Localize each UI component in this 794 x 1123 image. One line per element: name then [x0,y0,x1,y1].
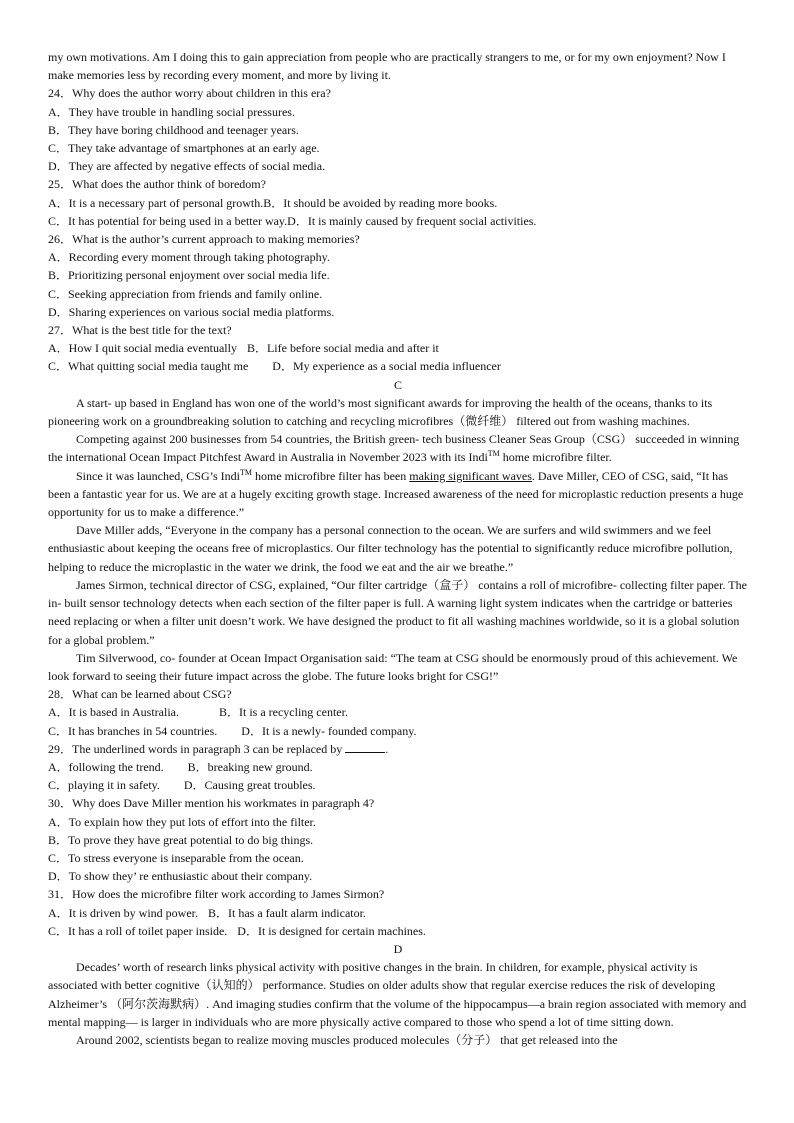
option-b: B．It has a fault alarm indicator. [207,905,366,920]
option-b: B．It should be avoided by reading more books. [263,195,498,210]
question-stem: 31．How does the microfibre filter work according to James Sirmon? [48,887,385,902]
option-c: C．playing it in safety. [48,778,160,793]
option-b: B．It is a recycling center. [218,705,348,720]
option-c: C．To stress everyone is inseparable from the ocean. [48,850,304,865]
intro-tail-paragraph: my own motivations. Am I doing this to gain appreciation from people who are practically strangers to me, or for my own enjoyment? Now I make memories less by recording every moment, and more by living it. [48,50,726,83]
option-d: D．Sharing experiences on various social media platforms. [48,304,335,319]
option-a: A．They have trouble in handling social pressures. [48,104,295,119]
passage-c-paragraph-6: Tim Silverwood, co- founder at Ocean Impact Organisation said: “The team at CSG should be enormously proud of this achievement. We look forward to seeing their future impact across the globe. The future looks bright for CSG!” [48,650,738,683]
passage-c-paragraph-5: James Sirmon, technical director of CSG, explained, “Our filter cartridge（盒子） contains a roll of microfibre- collecting filter paper. The in- built sensor technology detects when each section of the filter paper is full. A warning light system indicates when the cartridge or batteries need replacing or when a filter unit doesn’t work. We have designed the product to fit all washing machines worldwide, so it is a global solution for a global problem.” [48,577,747,647]
option-b: B．Life before social media and after it [246,341,439,356]
option-row-cd [48,922,748,940]
option-d: D．It is designed for certain machines. [237,923,426,938]
question-27 [48,321,748,376]
option-c: C．What quitting social media taught me [48,359,249,374]
passage-d-paragraph-2: Around 2002, scientists began to realize moving muscles produced molecules（分子） that get released into the [76,1032,618,1047]
option-c: C．Seeking appreciation from friends and family online. [48,286,323,301]
question-stem: 29．The underlined words in paragraph 3 can be replaced by . [48,741,389,756]
option-b: B．breaking new ground. [187,759,313,774]
option-d: D．It is a newly- founded company. [241,723,417,738]
question-29 [48,740,748,795]
option-d: D．They are affected by negative effects of social media. [48,159,326,174]
question-24 [48,84,748,175]
question-stem: 25．What does the author think of boredom? [48,177,266,192]
trademark-mark: TM [487,449,500,459]
option-d: D．Causing great troubles. [183,778,316,793]
option-a: A．How I quit social media eventually [48,341,237,356]
passage-c-paragraph-4: Dave Miller adds, “Everyone in the company has a personal connection to the ocean. We are surfers and wild swimmers and we feel enthusiastic about keeping the oceans free of microplastics. Our filter technology has the potential to significantly reduce microfibre pollution, helping to reduce the microplastic in the water we drink, the food we eat and the air we breathe.” [48,523,733,574]
passage-c-paragraph-2: Competing against 200 businesses from 54 countries, the British green- tech business Cleaner Seas Group（CSG） succeeded in winning the international Ocean Impact Pitchfest Award in Australia in November 2023 with its Indi™ home microfibre filter. [48,432,740,465]
option-row-ab [48,194,748,212]
option-row-cd [48,212,748,230]
underlined-phrase: making significant waves [409,468,532,483]
question-26 [48,230,748,321]
option-a: A．following the trend. [48,759,164,774]
question-stem: 24．Why does the author worry about children in this era? [48,86,331,101]
option-row-ab [48,904,748,922]
passage-d-paragraph-1: Decades’ worth of research links physical activity with positive changes in the brain. In children, for example, physical activity is associated with better cognitive（认知的） performance. Studies on older adults show that regular exercise reduces the risk of developing Alzheimer’s （阿尔茨海默病）. And imaging studies confirm that the volume of the hippocampus—a brain region associated with memory and mental mapping— is larger in individuals who are more physically active compared to those who spend a lot of time sitting down. [48,960,747,1029]
passage-c-paragraph-3: Since it was launched, CSG’s Indi™ home microfibre filter has been making significant waves. Dave Miller, CEO of CSG, said, “It has been a fantastic year for us. We are at a hugely exciting growth stage. Increased awareness of the need for microplastic reduction presents a huge opportunity for us to make a difference.” [48,467,744,520]
option-row-cd [48,722,748,740]
question-stem: 30．Why does Dave Miller mention his workmates in paragraph 4? [48,796,375,811]
option-c: C．It has branches in 54 countries. [48,723,218,738]
passage-c-paragraph-1: A start- up based in England has won one of the world’s most significant awards for improving the health of the oceans, thanks to its pioneering work on a groundbreaking solution to catching and recycling microfibres（微纤维） filtered out from washing machines. [48,395,713,429]
option-a: A．To explain how they put lots of effort into the filter. [48,814,316,829]
option-row-ab [48,339,748,357]
option-row-cd [48,357,748,375]
option-d: D．It is mainly caused by frequent social activities. [287,213,537,228]
question-stem: 26．What is the author’s current approach to making memories? [48,232,360,247]
question-stem: 27．What is the best title for the text? [48,323,232,338]
option-row-ab [48,703,748,721]
question-25 [48,175,748,230]
option-d: D．My experience as a social media influencer [272,359,501,374]
option-row-ab [48,758,748,776]
exam-page [48,48,748,1049]
question-31 [48,885,748,940]
option-c: C．They take advantage of smartphones at an early age. [48,141,320,156]
option-c: C．It has a roll of toilet paper inside. [48,923,228,938]
option-a: A．It is based in Australia. [48,705,179,720]
option-row-cd [48,776,748,794]
question-30 [48,794,748,885]
option-b: B．To prove they have great potential to do big things. [48,832,314,847]
question-stem: 28．What can be learned about CSG? [48,687,232,702]
section-c-label: C [393,377,402,392]
option-a: A．Recording every moment through taking photography. [48,250,330,265]
option-a: A．It is driven by wind power. [48,905,198,920]
trademark-mark: TM [239,467,252,477]
answer-blank [345,741,385,753]
option-b: B．Prioritizing personal enjoyment over social media life. [48,268,330,283]
option-b: B．They have boring childhood and teenager years. [48,122,299,137]
section-d-label: D [393,941,403,956]
question-28 [48,685,748,740]
option-a: A．It is a necessary part of personal growth. [48,195,264,210]
option-c: C．It has potential for being used in a better way. [48,213,288,228]
option-d: D．To show they’ re enthusiastic about their company. [48,869,313,884]
